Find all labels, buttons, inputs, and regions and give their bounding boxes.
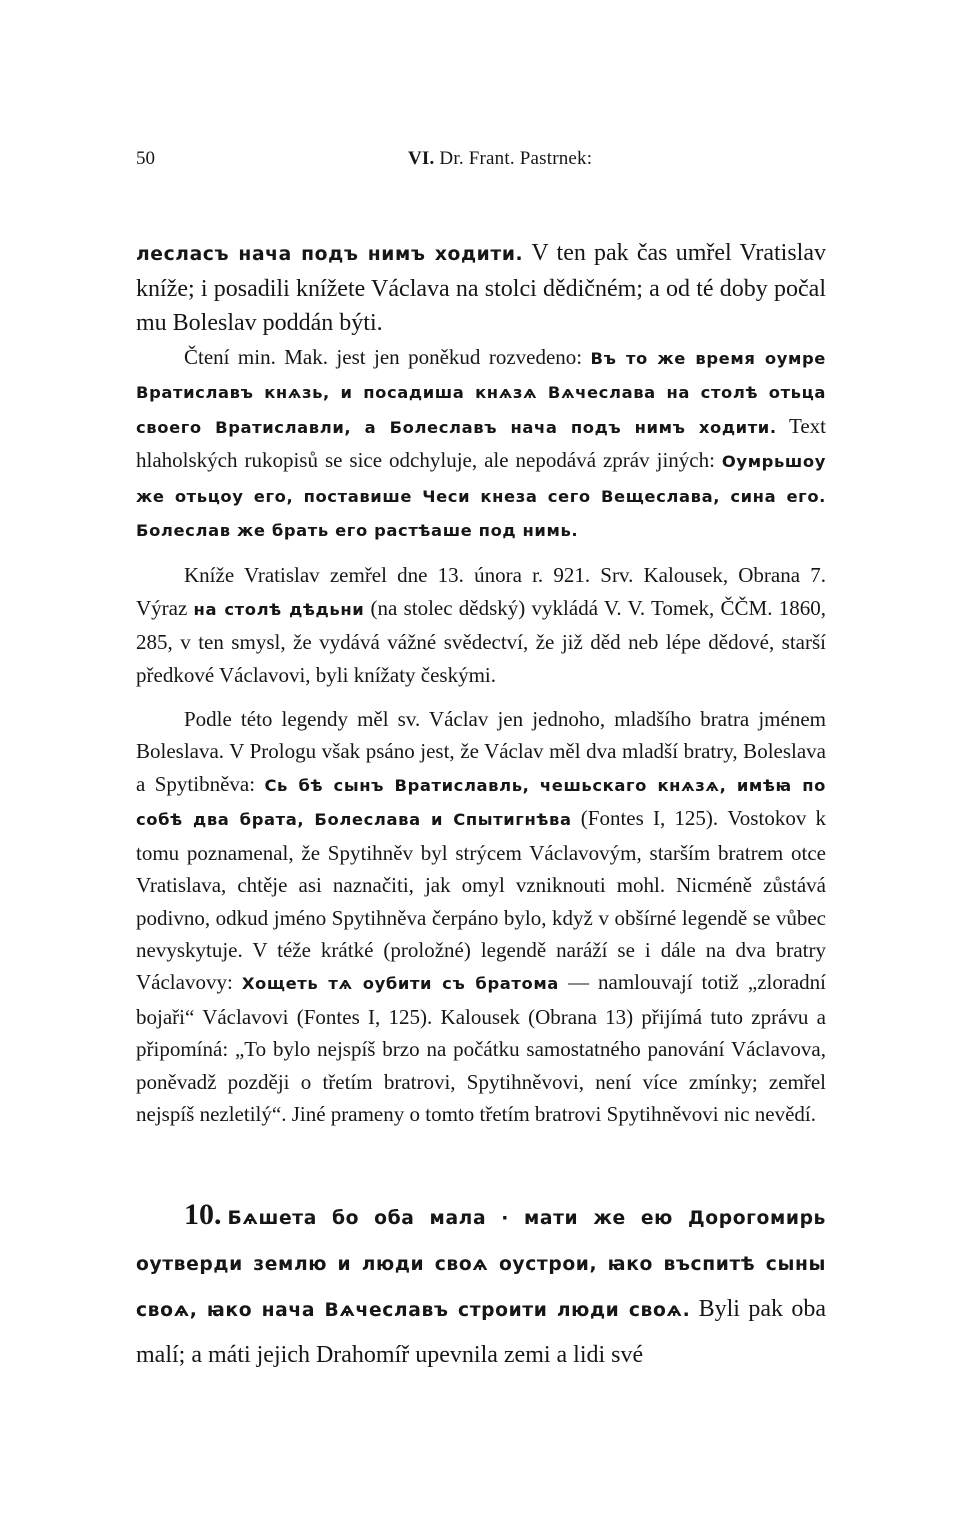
page-number: 50 (136, 148, 155, 169)
paragraph-text: Byli pak oba malí; a máti jejich Drahomíř upevnila zemi a lidi své (136, 1296, 826, 1368)
body-text-top (136, 236, 826, 340)
church-slavonic-quote: на столѣ дѣдьни (193, 599, 365, 619)
section-10 (136, 1193, 826, 1377)
page-header (136, 148, 826, 178)
commentary-paragraph (136, 703, 826, 1130)
running-head-author: Dr. Frant. Pastrnek: (434, 148, 593, 169)
running-head-numeral: VI. (408, 148, 435, 169)
paragraph-text: V ten pak čas umřel Vratislav kníže; i posadili knížete Václava na stolci dědičném; a od té doby počal mu Boleslav poddán býti. (136, 240, 826, 336)
paragraph-text: (Fontes I, 125). Vostokov k tomu poznamenal, že Spytihněv byl strýcem Václavovým, starším bratrem otce Vratislava, chtěje asi naznačiti, jak omyl vzniknouti mohl. Nicméně zůstává podivno, odkud jméno Spytihněva čerpáno bylo, když v obšírné legendě se vůbec nevyskytuje. V téže krátké (proložné) legendě naráží se i dále na dva bratry Václavovy: (136, 806, 827, 995)
paragraph-text: Čtení min. Mak. jest jen poněkud rozvedeno: (184, 345, 591, 369)
church-slavonic-quote: Въ то же время оумре Вратиславъ кнѧзь, и посадиша кнѧзѧ Вѧчеслава на столѣ отьца своего Вратиславли, а Болеславъ нача подъ нимъ ходити. (136, 349, 826, 437)
section-number: 10. (184, 1198, 222, 1231)
commentary-paragraph (136, 341, 826, 547)
church-slavonic-quote: лесласъ нача подъ нимъ ходити. (136, 244, 524, 265)
church-slavonic-quote: Сь бѣ сынъ Вратиславль, чешьскаго кнѧзѧ, имѣꙗ по собѣ два брата, Болеслава и Спытигнѣва (136, 775, 826, 830)
paragraph-continuation (136, 236, 826, 340)
paragraph-text: Podle této legendy měl sv. Václav jen jednoho, mladšího bratra jménem Boleslava. V Prologu však psáno jest, že Václav měl dva mladší bratry, Boleslava a Spytibněva: (136, 707, 826, 796)
church-slavonic-quote: Хощеть тѧ оубити съ братома (241, 974, 559, 994)
paragraph-text: Kníže Vratislav zemřel dne 13. února r. 921. Srv. Kalousek, Obrana 7. Výraz (136, 563, 826, 620)
commentary-block (136, 341, 826, 1130)
commentary-paragraph (136, 559, 826, 691)
paragraph-text: Text hlaholských rukopisů se sice odchyluje, ale nepodává zpráv jiných: (136, 413, 826, 473)
paragraph-text: (na stolec dědský) vykládá V. V. Tomek, ČČM. 1860, 285, v ten smysl, že vydává vážné svědectví, že již děd neb lépe dědové, starší předkové Václavovi, byli knížaty českými. (136, 595, 826, 687)
church-slavonic-quote: Бѧшета бо оба мала · мати же ею Дорогомирь оутверди землю и люди своѧ оустрои, ꙗко въспитѣ сыны своѧ, ꙗко нача Вѧчеславъ строити люди своѧ. (136, 1208, 826, 1321)
paragraph-text: — namlouvají totiž „zloradní bojaři“ Václavovi (Fontes I, 125). Kalousek (Obrana 13) přijímá tuto zprávu a připomíná: „To bylo nejspíš brzo na počátku samostatného panování Václavova, poněvadž později o třetím bratrovi, Spytihněvovi, není více zmínky; zemřel nejspíš nezletilý“. Jiné prameny o tomto třetím bratrovi Spytihněvovi nic nevědí. (136, 970, 826, 1126)
church-slavonic-quote: Оумрьшоу же отьцоу его, поставише Чеси кнеза сего Вещеслава, сина его. Болеслав же брать его растѣаше под нимь. (136, 452, 826, 541)
running-head (408, 148, 592, 170)
section-paragraph (136, 1193, 826, 1377)
